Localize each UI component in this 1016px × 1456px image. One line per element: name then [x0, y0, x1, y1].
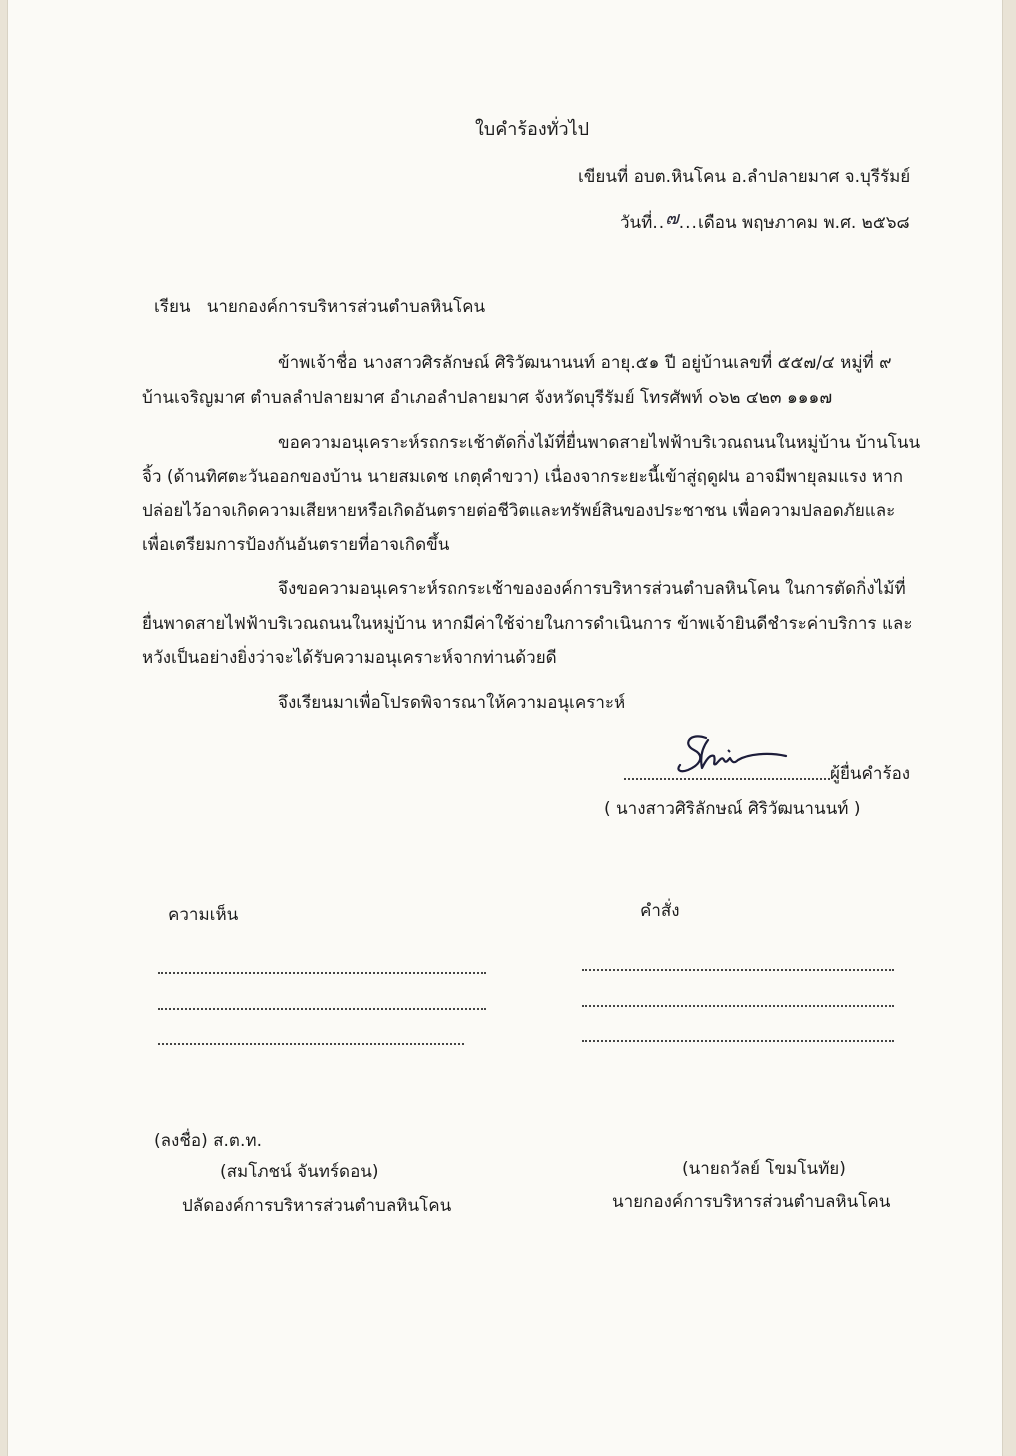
order-label: คำสั่ง [640, 901, 680, 921]
closing-line: จึงเรียนมาเพื่อโปรดพิจารณาให้ความอนุเคราะห์ [278, 693, 626, 713]
para2-line3: ปล่อยไว้อาจเกิดความเสียหายหรือเกิดอันตรายต่อชีวิตและทรัพย์สินของประชาชน เพื่อความปลอดภัยและ [142, 501, 896, 521]
opinion-line-2 [158, 1008, 486, 1010]
order-line-2 [582, 1005, 894, 1007]
para1-line1: ข้าพเจ้าชื่อ นางสาวศิรลักษณ์ ศิริวัฒนานนท์ อายุ.๕๑ ปี อยู่บ้านเลขที่ ๕๕๗/๔ หมู่ที่ ๙ [278, 353, 892, 373]
date-day: ๗ [665, 208, 679, 229]
opinion-label: ความเห็น [168, 905, 239, 925]
right-sign-position: นายกองค์การบริหารส่วนตำบลหินโคน [612, 1192, 891, 1212]
date-rest: เดือน พฤษภาคม พ.ศ. ๒๕๖๘ [697, 213, 910, 233]
para2-line1: ขอความอนุเคราะห์รถกระเช้าตัดกิ่งไม้ที่ยื่นพาดสายไฟฟ้าบริเวณถนนในหมู่บ้าน บ้านโนน [278, 433, 921, 453]
para2-line4: เพื่อเตรียมการป้องกันอันตรายที่อาจเกิดขึ้น [142, 535, 450, 555]
salutation-line [154, 296, 485, 318]
para1-line2: บ้านเจริญมาศ ตำบลลำปลายมาศ อำเภอลำปลายมาศ จังหวัดบุรีรัมย์ โทรศัพท์ ๐๖๒ ๔๒๓ ๑๑๑๗ [142, 388, 833, 408]
para3-line3: หวังเป็นอย่างยิ่งว่าจะได้รับความอนุเคราะห์จากท่านด้วยดี [142, 648, 557, 668]
opinion-line-1 [158, 972, 486, 974]
document-title: ใบคำร้องทั่วไป [475, 119, 590, 140]
applicant-role: ผู้ยื่นคำร้อง [830, 764, 911, 784]
salutation-label: เรียน [154, 297, 191, 317]
document-page [8, 0, 1002, 1456]
date-line: วันที่..๗...เดือน พฤษภาคม พ.ศ. ๒๕๖๘ [620, 208, 910, 233]
left-sign-label: (ลงชื่อ) ส.ต.ท. [154, 1131, 262, 1151]
left-sign-name: (สมโภชน์ จันทร์ดอน) [220, 1162, 379, 1182]
applicant-signature-icon [668, 730, 798, 782]
para3-line2: ยื่นพาดสายไฟฟ้าบริเวณถนนในหมู่บ้าน หากมีค่าใช้จ่ายในการดำเนินการ ข้าพเจ้ายินดีชำระค่าบริการ และ [142, 614, 913, 634]
order-line-1 [582, 969, 894, 971]
written-at: เขียนที่ อบต.หินโคน อ.ลำปลายมาศ จ.บุรีรัมย์ [578, 167, 911, 187]
salutation-recipient: นายกองค์การบริหารส่วนตำบลหินโคน [206, 297, 486, 317]
order-line-3 [582, 1040, 894, 1042]
para3-line1: จึงขอความอนุเคราะห์รถกระเช้าขององค์การบริหารส่วนตำบลหินโคน ในการตัดกิ่งไม้ที่ [278, 579, 906, 599]
opinion-line-3 [158, 1043, 464, 1045]
applicant-name: ( นางสาวศิริลักษณ์ ศิริวัฒนานนท์ ) [604, 799, 861, 819]
right-sign-name: (นายถวัลย์ โขมโนทัย) [682, 1159, 846, 1179]
left-sign-position: ปลัดองค์การบริหารส่วนตำบลหินโคน [182, 1196, 452, 1216]
para2-line2: จิ้ว (ด้านทิศตะวันออกของบ้าน นายสมเดช เกตุคำขวา) เนื่องจากระยะนี้เข้าสู่ฤดูฝน อาจมีพายุลมแรง หาก [142, 467, 904, 487]
date-prefix: วันที่ [620, 213, 653, 233]
